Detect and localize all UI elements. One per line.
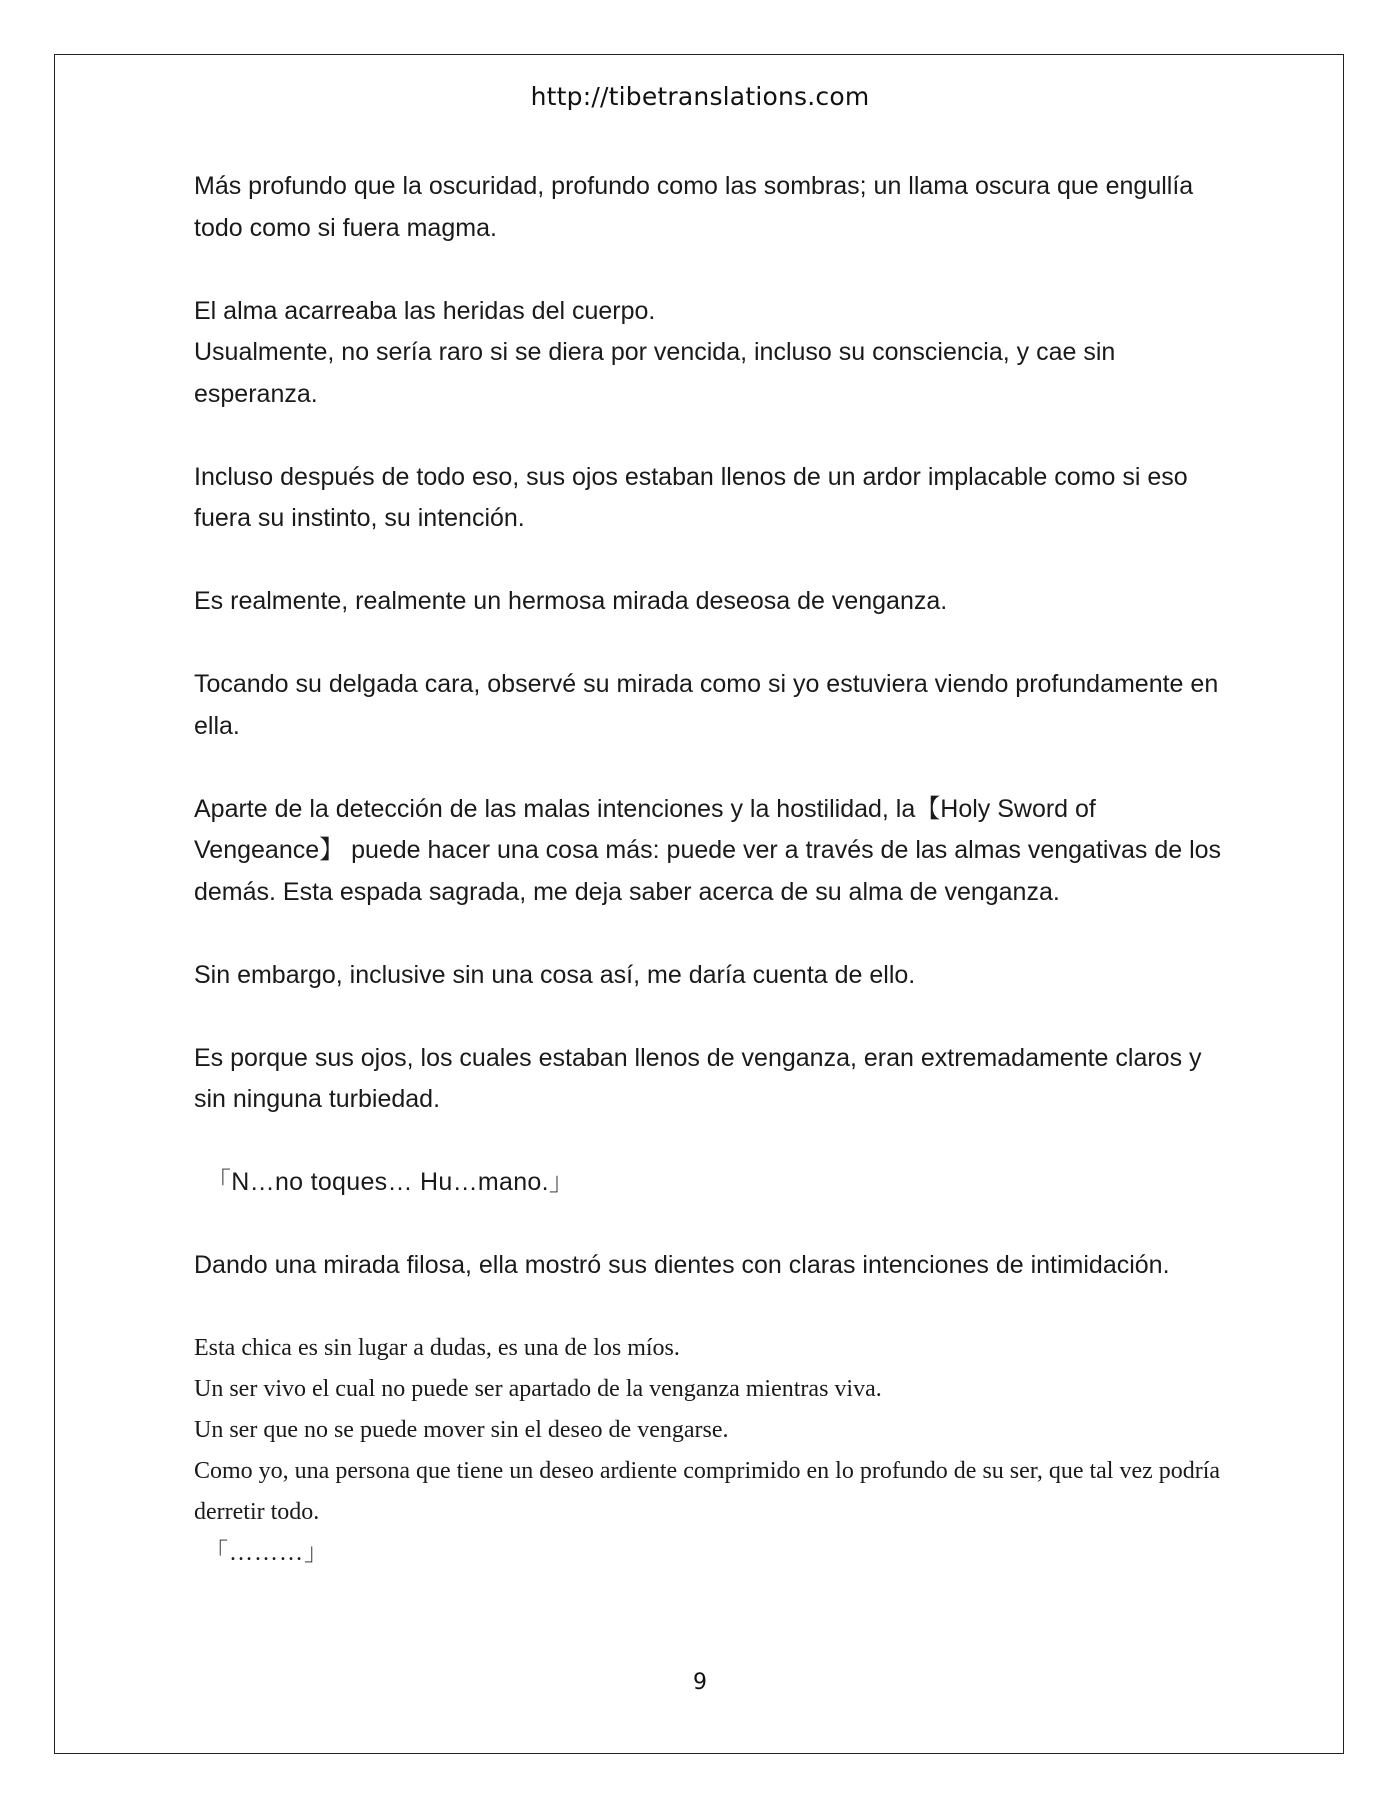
paragraph: Tocando su delgada cara, observé su mirada como si yo estuviera viendo profundamente en ella. [194,670,1219,740]
paragraph: El alma acarreaba las heridas del cuerpo. [194,296,656,325]
paragraph: Sin embargo, inclusive sin una cosa así, me daría cuenta de ello. [194,960,916,989]
header-url: http://tibetranslations.com [530,82,870,111]
paragraph: Incluso después de todo eso, sus ojos estaban llenos de un ardor implacable como si eso fuera su instinto, su intención. [194,462,1188,532]
closing-block [194,1328,1229,1574]
dialogue-line: 「N…no toques… Hu…mano.」 [206,1168,575,1196]
closing-dialogue: 「………」 [204,1540,329,1566]
paragraph: Dando una mirada filosa, ella mostró sus dientes con claras intenciones de intimidación. [194,1251,1170,1279]
page-number: 9 [693,1670,707,1695]
paragraph: Aparte de la detección de las malas intenciones y la hostilidad, la【Holy Sword of Vengeance】 puede hacer una cosa más: puede ver a través de las almas vengativas de los demás. Esta espada sagrada, me deja saber acerca de su alma de venganza. [194,794,1222,906]
paragraph: Es porque sus ojos, los cuales estaban llenos de venganza, eran extremadamente claros y sin ninguna turbiedad. [194,1043,1202,1113]
closing-line: Un ser vivo el cual no puede ser apartado de la venganza mientras viva. [194,1376,882,1402]
closing-line: Un ser que no se puede mover sin el deseo de vengarse. [194,1417,729,1443]
closing-line: Esta chica es sin lugar a dudas, es una de los míos. [194,1335,680,1361]
closing-line: Como yo, una persona que tiene un deseo ardiente comprimido en lo profundo de su ser, que tal vez podría derretir todo. [194,1458,1221,1525]
paragraph: Usualmente, no sería raro si se diera por vencida, incluso su consciencia, y cae sin esperanza. [194,338,1116,408]
paragraph: Más profundo que la oscuridad, profundo como las sombras; un llama oscura que engullía todo como si fuera magma. [194,172,1194,242]
document-body [194,166,1229,1574]
paragraph: Es realmente, realmente un hermosa mirada deseosa de venganza. [194,587,948,615]
